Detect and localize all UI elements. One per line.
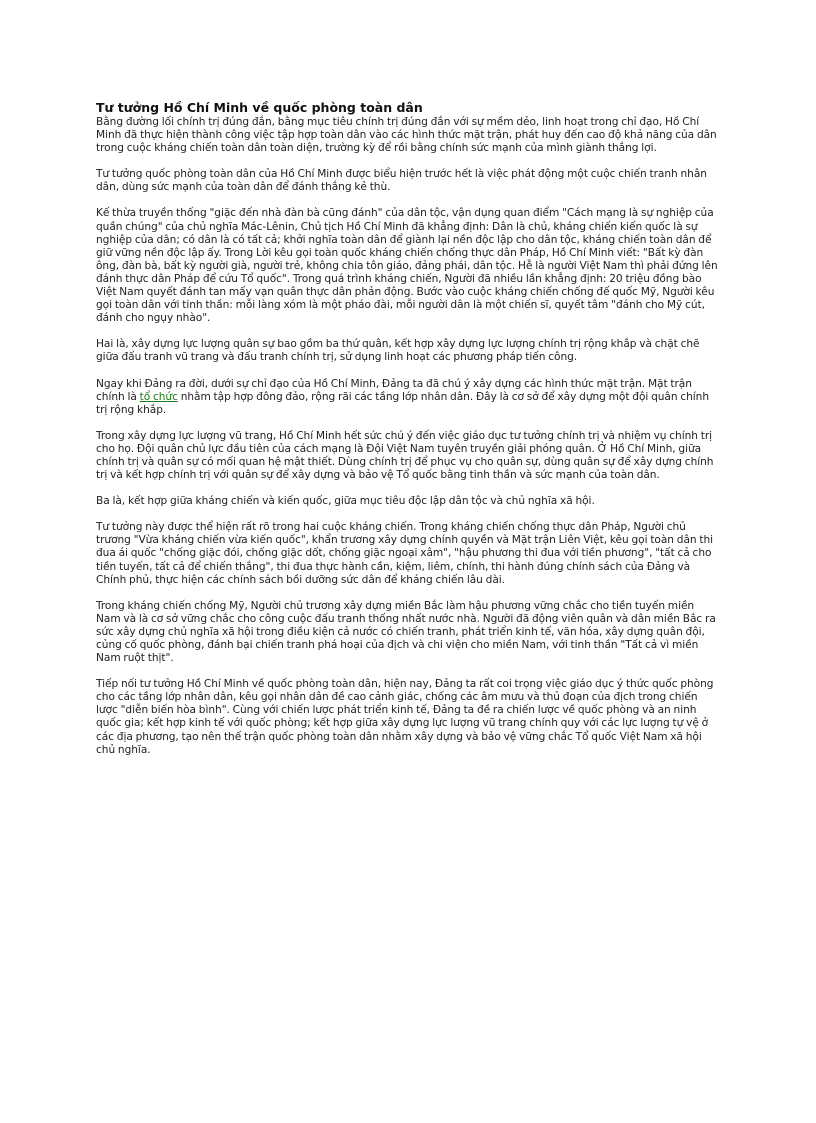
paragraph-2: Tư tưởng quốc phòng toàn dân của Hồ Chí Minh được biểu hiện trước hết là việc phát động một cuộc chiến tranh nhân dân, dùng sức mạnh của toàn dân để đánh thắng kẻ thù. xyxy=(96,168,707,194)
to-chuc-link[interactable]: tổ chức xyxy=(139,390,178,403)
paragraph-6: Trong xây dựng lực lượng vũ trang, Hồ Chí Minh hết sức chú ý đến việc giáo dục tư tưởng chính trị và nhiệm vụ chính trị cho họ. Đội quân chủ lực đầu tiên của cách mạng là Đội Việt Nam tuyên truyền giải phóng quân. Ở Hồ Chí Minh, giữa chính trị và quân sự có mối quan hệ mật thiết. Dùng chính trị để phục vụ cho quân sự, dùng quân sự để xây dựng chính trị và kết hợp chính trị với quân sự để xây dựng và bảo vệ Tổ quốc bằng tinh thần và sức mạnh của toàn dân. xyxy=(96,429,714,482)
document-page xyxy=(96,100,720,770)
paragraph-9: Trong kháng chiến chống Mỹ, Người chủ trương xây dựng miền Bắc làm hậu phương vững chắc cho tiền tuyến miền Nam và là cơ sở vững chắc cho công cuộc đấu tranh thống nhất nước nhà. Người đã động viên quân và dân miền Bắc ra sức xây dựng chủ nghĩa xã hội trong điều kiện cả nước có chiến tranh, phát triển kinh tế, văn hóa, xây dựng quân đội, củng cố quốc phòng, đánh bại chiến tranh phá hoại của địch và chi viện cho miền Nam, với tinh thần "Tất cả vì miền Nam ruột thịt". xyxy=(96,599,716,665)
paragraph-5-after: nhằm tập hợp đông đảo, rộng rãi các tầng lớp nhân dân. Đây là cơ sở để xây dựng một đội quân chính trị rộng khắp. xyxy=(96,390,710,416)
paragraph-5 xyxy=(96,378,720,417)
document-title: Tư tưởng Hồ Chí Minh về quốc phòng toàn dân xyxy=(96,100,423,115)
paragraph-3: Kế thừa truyền thống "giặc đến nhà đàn bà cũng đánh" của dân tộc, vận dụng quan điểm "Cách mạng là sự nghiệp của quần chúng" của chủ nghĩa Mác-Lênin, Chủ tịch Hồ Chí Minh đã khẳng định: Dân là chủ, kháng chiến kiến quốc là sự nghiệp của dân; có dân là có tất cả; khởi nghĩa toàn dân để giành lại nền độc lập cho dân tộc, kháng chiến toàn dân để giữ vững nền độc lập ấy. Trong Lời kêu gọi toàn quốc kháng chiến chống thực dân Pháp, Hồ Chí Minh viết: "Bất kỳ đàn ông, đàn bà, bất kỳ người già, người trẻ, không chia tôn giáo, đảng phái, dân tộc. Hễ là người Việt Nam thì phải đứng lên đánh thực dân Pháp để cứu Tổ quốc". Trong quá trình kháng chiến, Người đã nhiều lần khẳng định: 20 triệu đồng bào Việt Nam quyết đánh tan mấy vạn quân thực dân phản động. Bước vào cuộc kháng chiến chống đế quốc Mỹ, Người kêu gọi toàn dân với tinh thần: mỗi làng xóm là một pháo đài, mỗi người dân là một chiến sĩ, quyết tâm "đánh cho Mỹ cút, đánh cho ngụy nhào". xyxy=(96,207,718,325)
paragraph-8: Tư tưởng này được thể hiện rất rõ trong hai cuộc kháng chiến. Trong kháng chiến chống thực dân Pháp, Người chủ trương "Vừa kháng chiến vừa kiến quốc", khẩn trương xây dựng chính quyền và Mặt trận Liên Việt, kêu gọi toàn dân thi đua ái quốc "chống giặc đói, chống giặc dốt, chống giặc ngoại xâm", "hậu phương thi đua với tiền phương", "tất cả cho tiền tuyến, tất cả để chiến thắng", thi đua thực hành cần, kiệm, liêm, chính, thi hành đúng chính sách của Đảng và Chính phủ, thực hiện các chính sách bồi dưỡng sức dân để kháng chiến lâu dài. xyxy=(96,521,714,586)
paragraph-10: Tiếp nối tư tưởng Hồ Chí Minh về quốc phòng toàn dân, hiện nay, Đảng ta rất coi trọng việc giáo dục ý thức quốc phòng cho các tầng lớp nhân dân, kêu gọi nhân dân đề cao cảnh giác, chống các âm mưu và thủ đoạn của địch trong chiến lược "diễn biến hòa bình". Cùng với chiến lược phát triển kinh tế, Đảng ta đề ra chiến lược về quốc phòng và an ninh quốc gia; kết hợp kinh tế với quốc phòng; kết hợp giữa xây dựng lực lượng vũ trang chính quy với các lực lượng tự vệ ở các địa phương, tạo nên thế trận quốc phòng toàn dân nhằm xây dựng và bảo vệ vững chắc Tổ quốc Việt Nam xã hội chủ nghĩa. xyxy=(96,678,714,756)
paragraph-4: Hai là, xây dựng lực lượng quân sự bao gồm ba thứ quân, kết hợp xây dựng lực lượng chính trị rộng khắp và chặt chẽ giữa đấu tranh vũ trang và đấu tranh chính trị, sử dụng linh hoạt các phương pháp tiến công. xyxy=(96,338,700,364)
paragraph-7: Ba là, kết hợp giữa kháng chiến và kiến quốc, giữa mục tiêu độc lập dân tộc và chủ nghĩa xã hội. xyxy=(96,495,595,508)
paragraph-5-before: Ngay khi Đảng ra đời, dưới sự chỉ đạo của Hồ Chí Minh, Đảng ta đã chú ý xây dựng các hình thức mặt trận. Mặt trận chính là xyxy=(96,377,692,403)
paragraph-1: Bằng đường lối chính trị đúng đắn, bằng mục tiêu chính trị đúng đắn với sự mềm dẻo, linh hoạt trong chỉ đạo, Hồ Chí Minh đã thực hiện thành công việc tập hợp toàn dân vào các hình thức mặt trận, phát huy đến cao độ khả năng của dân trong cuộc kháng chiến toàn dân toàn diện, trường kỳ để rồi bằng chính sức mạnh của mình giành thắng lợi. xyxy=(96,116,717,155)
